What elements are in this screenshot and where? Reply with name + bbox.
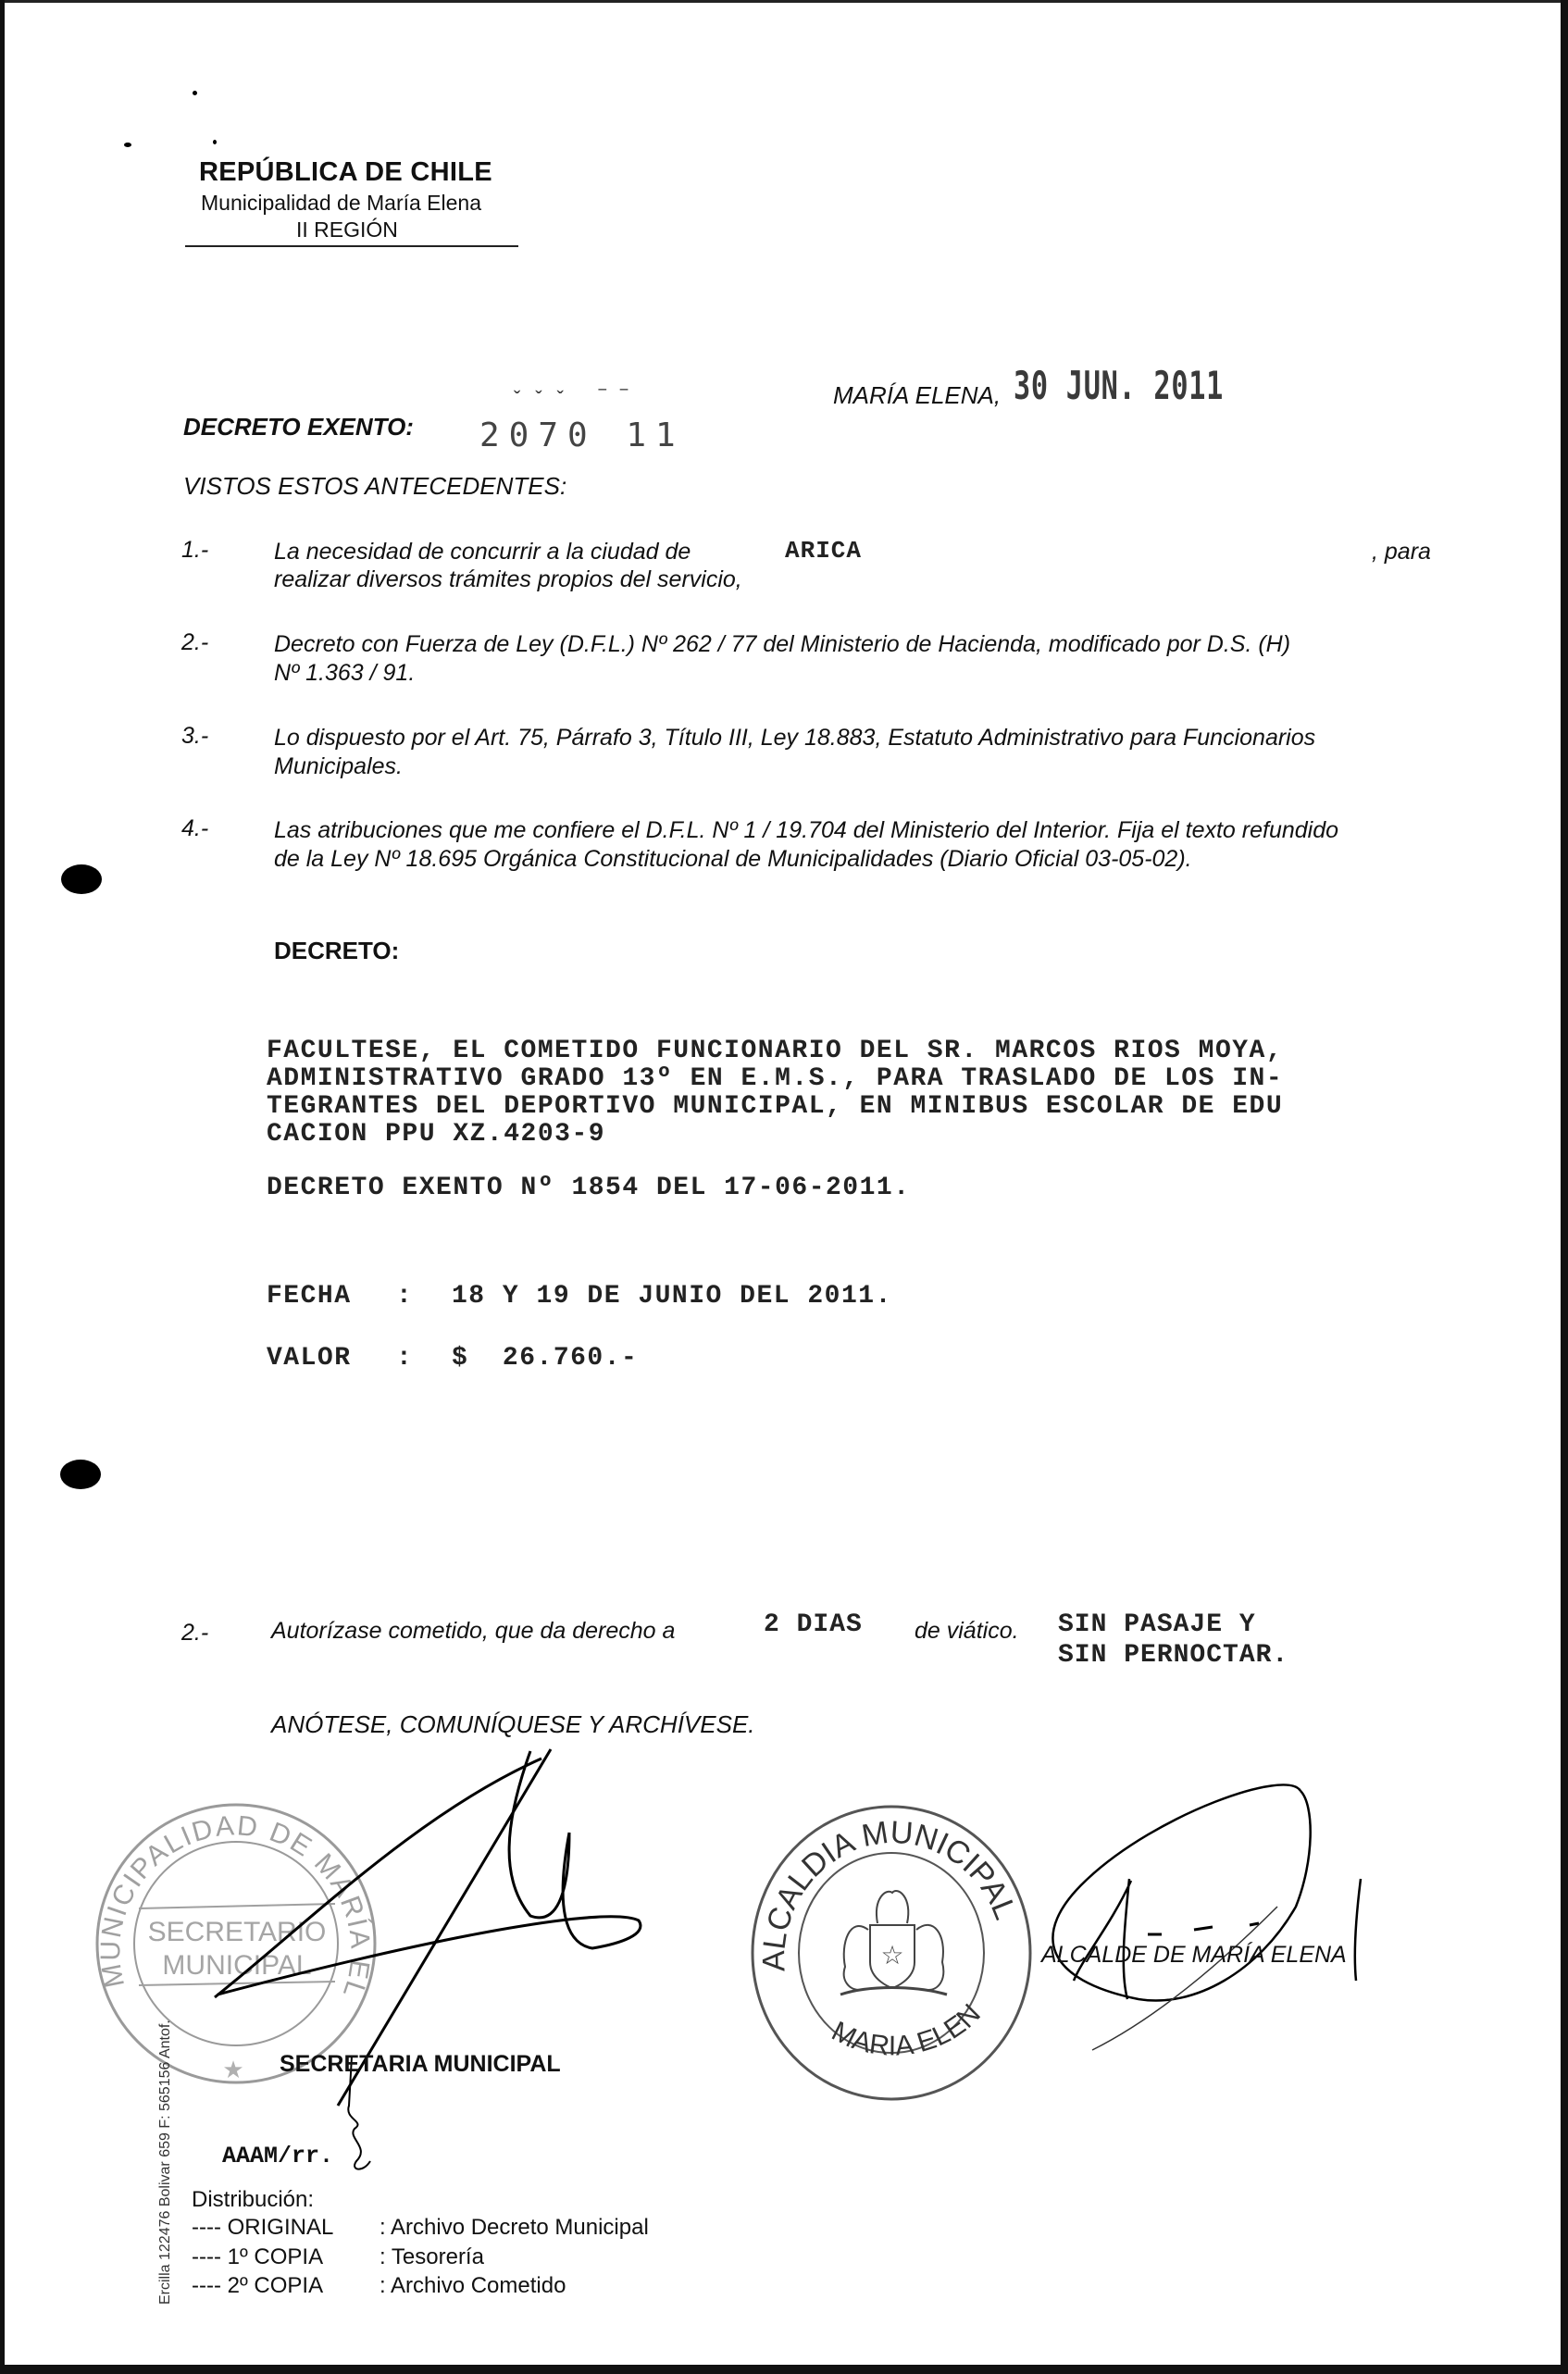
fecha-value: 18 Y 19 DE JUNIO DEL 2011.	[452, 1282, 892, 1311]
authorization-extra-line: SIN PASAJE Y	[1058, 1610, 1256, 1639]
authorization-text: Autorízase cometido, que da derecho a	[271, 1618, 676, 1644]
distribution-copy: ---- ORIGINAL	[192, 2215, 334, 2240]
vistos-item-line: Las atribuciones que me confiere el D.F.L. Nº 1 / 19.704 del Ministerio del Interior. Fija el texto refundido	[274, 817, 1339, 843]
decreto-body-line: TEGRANTES DEL DEPORTIVO MUNICIPAL, EN MINIBUS ESCOLAR DE EDU	[267, 1092, 1284, 1121]
valor-value: $ 26.760.-	[452, 1344, 639, 1373]
mayor-seal-bottom-text: MARIA ELENA	[738, 1781, 987, 2062]
vistos-item-line: de la Ley Nº 18.695 Orgánica Constitucional de Municipalidades (Diario Oficial 03-05-02).	[274, 846, 1192, 872]
header-country: REPÚBLICA DE CHILE	[199, 157, 492, 187]
vistos-item-line: Nº 1.363 / 91.	[274, 660, 416, 686]
header-municipality: Municipalidad de María Elena	[201, 191, 482, 215]
vistos-item-number: 2.-	[181, 629, 209, 655]
date-stamp: 30 JUN. 2011	[1014, 363, 1225, 408]
initials: AAAM/rr.	[222, 2143, 334, 2169]
authorization-viatico: de viático.	[915, 1618, 1019, 1644]
decreto-body-line: ADMINISTRATIVO GRADO 13º EN E.M.S., PARA TRASLADO DE LOS IN-	[267, 1064, 1284, 1093]
secretary-seal-center-line: MUNICIPAL	[162, 1950, 312, 1981]
decreto-body-line: CACION PPU XZ.4203-9	[267, 1120, 606, 1149]
decree-number-stamp-marks: ˇˇˇ ‾‾	[514, 387, 642, 410]
fecha-separator: :	[396, 1282, 414, 1311]
svg-text:☆: ☆	[880, 1941, 904, 1970]
vistos-item-line: La necesidad de concurrir a la ciudad de	[274, 539, 691, 565]
valor-separator: :	[396, 1344, 414, 1373]
fecha-label: FECHA	[267, 1282, 352, 1311]
vistos-item-number: 1.-	[181, 537, 209, 563]
vistos-item-line: Decreto con Fuerza de Ley (D.F.L.) Nº 262 / 77 del Ministerio de Hacienda, modificado por D.S. (H)	[274, 631, 1291, 657]
vistos-item-line: Lo dispuesto por el Art. 75, Párrafo 3, Título III, Ley 18.883, Estatuto Administrativo para Funcionarios	[274, 725, 1316, 751]
star-icon: ★	[222, 2056, 244, 2083]
mayor-title: ALCALDE DE MARÍA ELENA	[1041, 1942, 1347, 1968]
decreto-heading: DECRETO:	[274, 937, 400, 964]
authorization-days: 2 DIAS	[764, 1610, 863, 1639]
closing-formula: ANÓTESE, COMUNÍQUESE Y ARCHÍVESE.	[271, 1710, 755, 1738]
vistos-item-number: 3.-	[181, 723, 209, 749]
city-label: MARÍA ELENA,	[833, 381, 1002, 409]
printer-imprint: Ercilla 122476 Bolivar 659 F: 565156 Antof.	[157, 2020, 173, 2305]
vistos-item-number: 4.-	[181, 815, 209, 841]
decreto-body-line: FACULTESE, EL COMETIDO FUNCIONARIO DEL SR. MARCOS RIOS MOYA,	[267, 1037, 1284, 1065]
decree-label: DECRETO EXENTO:	[183, 413, 414, 441]
vistos-item-line: Municipales.	[274, 753, 403, 779]
distribution-copy: ---- 2º COPIA	[192, 2273, 324, 2298]
vistos-item-line-end: , para	[1372, 539, 1431, 565]
distribution-destination: : Archivo Cometido	[380, 2273, 566, 2298]
authorization-extra-line: SIN PERNOCTAR.	[1058, 1641, 1289, 1670]
vistos-heading: VISTOS ESTOS ANTECEDENTES:	[183, 472, 567, 500]
distribution-copy: ---- 1º COPIA	[192, 2244, 324, 2269]
header-region: II REGIÓN	[296, 218, 398, 242]
mayor-seal-top-text: ALCALDIA MUNICIPAL	[756, 1814, 1024, 1972]
distribution-destination: : Tesorería	[380, 2244, 484, 2269]
authorization-number: 2.-	[181, 1620, 209, 1646]
decreto-reference: DECRETO EXENTO Nº 1854 DEL 17-06-2011.	[267, 1174, 911, 1202]
secretary-title: SECRETARIA MUNICIPAL	[280, 2051, 561, 2077]
valor-label: VALOR	[267, 1344, 352, 1373]
distribution-destination: : Archivo Decreto Municipal	[380, 2215, 649, 2240]
secretary-seal-center-line: SECRETARIO	[147, 1917, 327, 1947]
vistos-item-line: realizar diversos trámites propios del servicio,	[274, 566, 742, 592]
secretary-seal-ring-text: MUNICIPALIDAD DE MARÍA ELENA	[81, 1776, 376, 2004]
distribution-heading: Distribución:	[192, 2187, 315, 2212]
decree-number-stamp: 2070 11	[479, 416, 685, 454]
destination-city: ARICA	[785, 537, 863, 565]
